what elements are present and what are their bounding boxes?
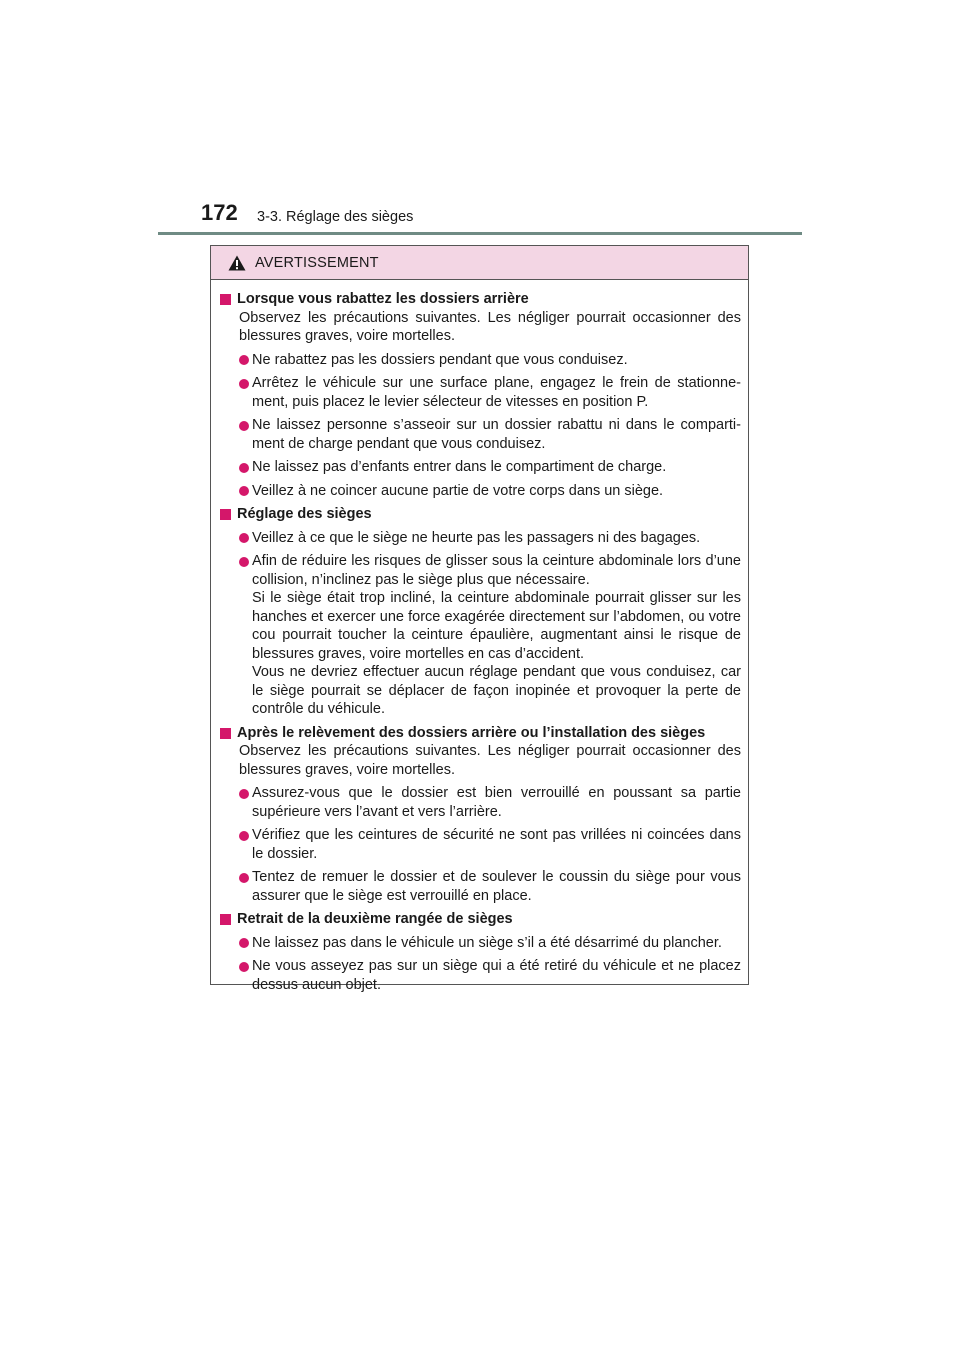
section-heading (220, 290, 741, 309)
square-bullet-icon (220, 728, 231, 739)
list-item-text: Ne rabattez pas les dossiers pendant que vous conduisez. (252, 351, 628, 368)
round-bullet-icon (239, 831, 249, 841)
list-item (239, 529, 741, 548)
square-bullet-icon (220, 914, 231, 925)
list-item-text: Arrêtez le véhicule sur une surface plane, engagez le frein de stationnement, puis placez le levier sélecteur de vitesses en position P. (252, 375, 741, 410)
round-bullet-icon (239, 557, 249, 567)
round-bullet-icon (239, 355, 249, 365)
round-bullet-icon (239, 938, 249, 948)
list-item-text: Veillez à ne coincer aucune partie de votre corps dans un siège. (252, 482, 664, 499)
round-bullet-icon (239, 533, 249, 543)
list-item-text: Assurez-vous que le dossier est bien verrouillé en poussant sa partie supérieure vers l’avant et vers l’arrière. (252, 785, 741, 820)
round-bullet-icon (239, 873, 249, 883)
section-heading-text: Retrait de la deuxième rangée de sièges (237, 911, 513, 927)
square-bullet-icon (220, 509, 231, 520)
warning-section (220, 910, 741, 994)
list-item (239, 374, 741, 411)
list-item (239, 482, 741, 501)
list-item-text: Ne laissez pas dans le véhicule un siège s’il a été désarrimé du plancher. (252, 934, 722, 951)
round-bullet-icon (239, 486, 249, 496)
list-item (239, 934, 741, 953)
section-heading-text: Lorsque vous rabattez les dossiers arrière (237, 291, 529, 307)
list-item (239, 957, 741, 994)
warning-section (220, 290, 741, 500)
list-item (239, 416, 741, 453)
warning-box (210, 245, 749, 993)
list-item (239, 458, 741, 477)
section-heading (220, 724, 741, 743)
header-rule (158, 232, 802, 235)
page-number: 172 (201, 200, 238, 225)
list-item-text: Tentez de remuer le dossier et de soulever le coussin du siège pour vous assurer que le siège est verrouillé en place. (252, 869, 741, 904)
round-bullet-icon (239, 463, 249, 473)
warning-section (220, 724, 741, 906)
round-bullet-icon (239, 962, 249, 972)
section-heading (220, 910, 741, 929)
warning-body (211, 280, 748, 994)
warning-section (220, 505, 741, 719)
section-intro: Observez les précautions suivantes. Les négliger pourrait occasionner des blessures graves, voire mortelles. (239, 309, 741, 344)
list-item (239, 552, 741, 719)
list-item-text: Ne vous asseyez pas sur un siège qui a été retiré du véhicule et ne placez dessus aucun objet. (252, 958, 741, 993)
round-bullet-icon (239, 421, 249, 431)
warning-title: AVERTISSEMENT (255, 254, 379, 271)
round-bullet-icon (239, 379, 249, 389)
section-heading-text: Après le relèvement des dossiers arrière ou l’installation des sièges (237, 724, 706, 741)
list-item (239, 868, 741, 905)
section-heading (220, 505, 741, 524)
list-item-text: Veillez à ce que le siège ne heurte pas les passagers ni des bagages. (252, 529, 701, 546)
warning-header (211, 246, 748, 280)
list-item (239, 826, 741, 863)
list-item-text: Ne laissez pas d’enfants entrer dans le compartiment de charge. (252, 459, 667, 475)
list-item-text: Ne laissez personne s’asseoir sur un dossier rabattu ni dans le compartiment de charge pendant que vous conduisez. (252, 417, 741, 452)
list-item (239, 351, 741, 370)
section-heading-text: Réglage des sièges (237, 506, 372, 522)
section-title: 3-3. Réglage des sièges (257, 209, 414, 225)
warning-triangle-icon (228, 255, 246, 271)
section-intro: Observez les précautions suivantes. Les négliger pourrait occasionner des blessures graves, voire mortelles. (239, 743, 741, 778)
round-bullet-icon (239, 789, 249, 799)
list-item-text: Vérifiez que les ceintures de sécurité ne sont pas vrillées ni coincées dans le dossier. (252, 827, 741, 862)
square-bullet-icon (220, 294, 231, 305)
list-item (239, 784, 741, 821)
list-item-text: Afin de réduire les risques de glisser sous la ceinture abdominale lors d’une collision, n’inclinez pas le siège plus que nécessaire. Si le siège était trop incliné, la ceinture abdominale pourrait glisser sur les hanches et exercer une force exagérée directement sur l’abdomen, ou votre cou pourrait toucher la ceinture épaulière, augmentant ainsi le risque de blessures graves, voire mortelles en cas d’accident. Vous ne devriez effectuer aucun réglage pendant que vous conduisez, car le siège pourrait se déplacer de façon inopinée et provoquer la perte de contrôle du véhicule. (252, 553, 741, 717)
